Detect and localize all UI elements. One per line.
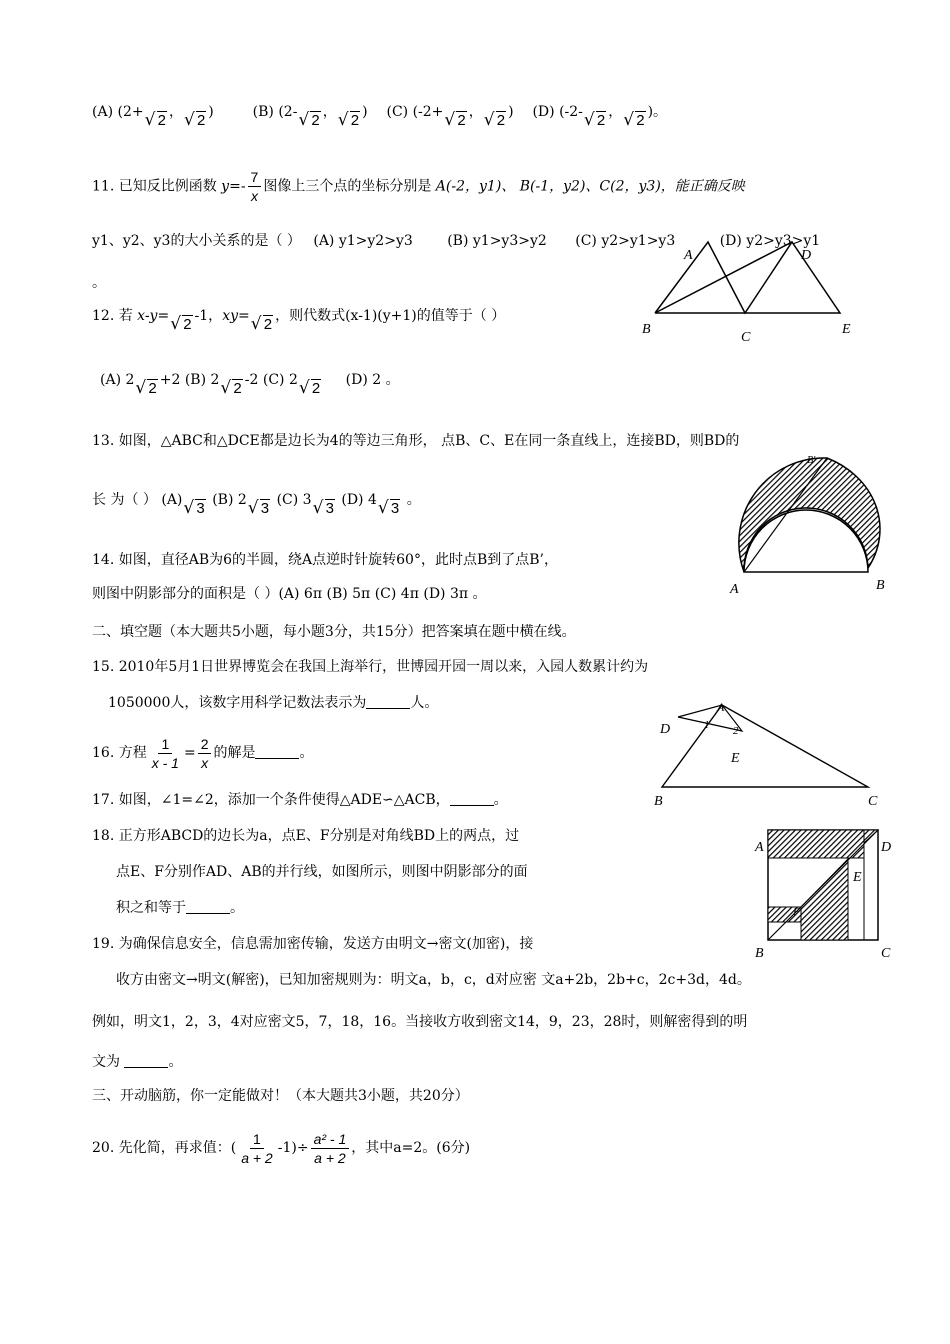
label-f: F — [793, 906, 800, 918]
q14-line2: 则图中阴影部分的面积是（ ）(A) 6π (B) 5π (C) 4π (D) 3π 。 — [92, 586, 487, 602]
label-e: E — [731, 751, 740, 766]
label-e: E — [842, 322, 851, 337]
q18-line3: 积之和等于 。 — [116, 900, 244, 916]
label-d: D — [660, 722, 671, 737]
q18-line1: 18. 正方形ABCD的边长为a，点E、F分别是对角线BD上的两点，过 — [92, 828, 520, 844]
q16-line: 16. 方程 $\frac{1}{x - 1}$ = $\frac{2}{x}$ 的解是 。 — [92, 735, 314, 771]
q11-tail: 。 — [92, 275, 106, 291]
label-c: C — [741, 330, 751, 345]
label-b: B — [642, 322, 651, 337]
label-b-prime: B' — [807, 455, 816, 466]
figure-q17-triangle — [650, 695, 880, 795]
q19-line2: 收方由密文→明文(解密)，已知加密规则为：明文a，b，c，d对应密 文a+2b，2b+c，2c+3d，4d。 — [116, 972, 751, 988]
label-d: D — [801, 248, 812, 263]
label-a: A — [730, 582, 739, 597]
section3-heading: 三、开动脑筋，你一定能做对！（本大题共3小题，共20分） — [92, 1088, 469, 1104]
triangles-outline — [655, 242, 840, 313]
label-a: A — [684, 248, 693, 263]
figure-q18-square — [760, 825, 884, 945]
triangle-abc — [662, 705, 868, 787]
q14-line1: 14. 如图，直径AB为6的半圆，绕A点逆时针旋转60°，此时点B到了点B’， — [92, 552, 558, 568]
segment-bd — [655, 242, 792, 313]
figure-q13-triangles — [640, 230, 870, 350]
q18-line2: 点E、F分别作AD、AB的并行线，如图所示，则图中阴影部分的面 — [116, 864, 528, 880]
label-b: B — [654, 794, 663, 809]
q11-line1: 11. 已知反比例函数 y=- $\frac{7}{x}$ 图像上三个点的坐标分别是 A(-2，y1)、 B(-1，y2)、C(2，y3)，能正确反映 — [92, 169, 745, 204]
label-b: B — [876, 578, 885, 593]
section2-heading: 二、填空题（本大题共5小题，每小题3分，共15分）把答案填在题中横在线。 — [92, 624, 576, 640]
q11-line2: y1、y2、y3的大小关系的是（ ） (A) y1>y2>y3 (B) y1>y3>y2 (C) y2>y1>y3 (D) y2>y3>y1 — [92, 233, 821, 249]
q15-line1: 15. 2010年5月1日世界博览会在我国上海举行，世博园开园一周以来，入园人数累计约为 — [92, 659, 649, 675]
q13-line1: 13. 如图，△ABC和△DCE都是边长为4的等边三角形， 点B、C、E在同一条直线上，连接BD，则BD的 — [92, 433, 740, 449]
q19-line4: 文为 。 — [92, 1054, 183, 1070]
figure-q14-semicircle — [700, 450, 890, 600]
label-e: E — [853, 870, 862, 885]
label-c: C — [868, 794, 878, 809]
label-d: D — [881, 840, 892, 855]
q15-line2: 1050000人，该数字用科学记数法表示为 人。 — [108, 695, 439, 711]
shaded-top — [768, 830, 878, 858]
q20-line: 20. 先化简，再求值：( $\frac{1}{a + 2}$ -1)÷ $\frac{\text{a² - 1}}{a + 2}$ ，其中a=2。(6分) — [92, 1130, 471, 1166]
label-2: 2 — [733, 725, 739, 737]
q10-options: (A) (2+√ 2 ，√ 2 ) (B) (2-√ 2 ，√ 2 ) (C) (-2+√ 2 ，√ 2 ) (D) (-2-√ 2 ，√ 2 )。 — [92, 102, 667, 131]
q12-line1: 12. 若 x-y=√ 2 -1，xy=√ 2 ，则代数式(x-1)(y+1)的值等于（ ） — [92, 306, 505, 335]
label-1: 1 — [704, 719, 710, 731]
label-b: B — [755, 946, 764, 961]
q12-options: (A) 2√ 2 +2 (B) 2√ 2 -2 (C) 2√ 2 (D) 2 。 — [100, 370, 400, 399]
q13-line2: 长 为（ ） (A)√ 3 (B) 2√ 3 (C) 3√ 3 (D) 4√ 3 。 — [92, 490, 421, 519]
label-c: C — [881, 946, 891, 961]
q17-line: 17. 如图，∠1=∠2，添加一个条件使得△ADE∽△ACB， 。 — [92, 792, 508, 808]
q19-line3: 例如，明文1，2，3，4对应密文5，7，18，16。当接收方收到密文14，9，23，28时，则解密得到的明 — [92, 1014, 748, 1030]
label-a: A — [717, 700, 725, 714]
q19-line1: 19. 为确保信息安全，信息需加密传输，发送方由明文→密文(加密)，接 — [92, 936, 534, 952]
label-a: A — [755, 840, 764, 855]
